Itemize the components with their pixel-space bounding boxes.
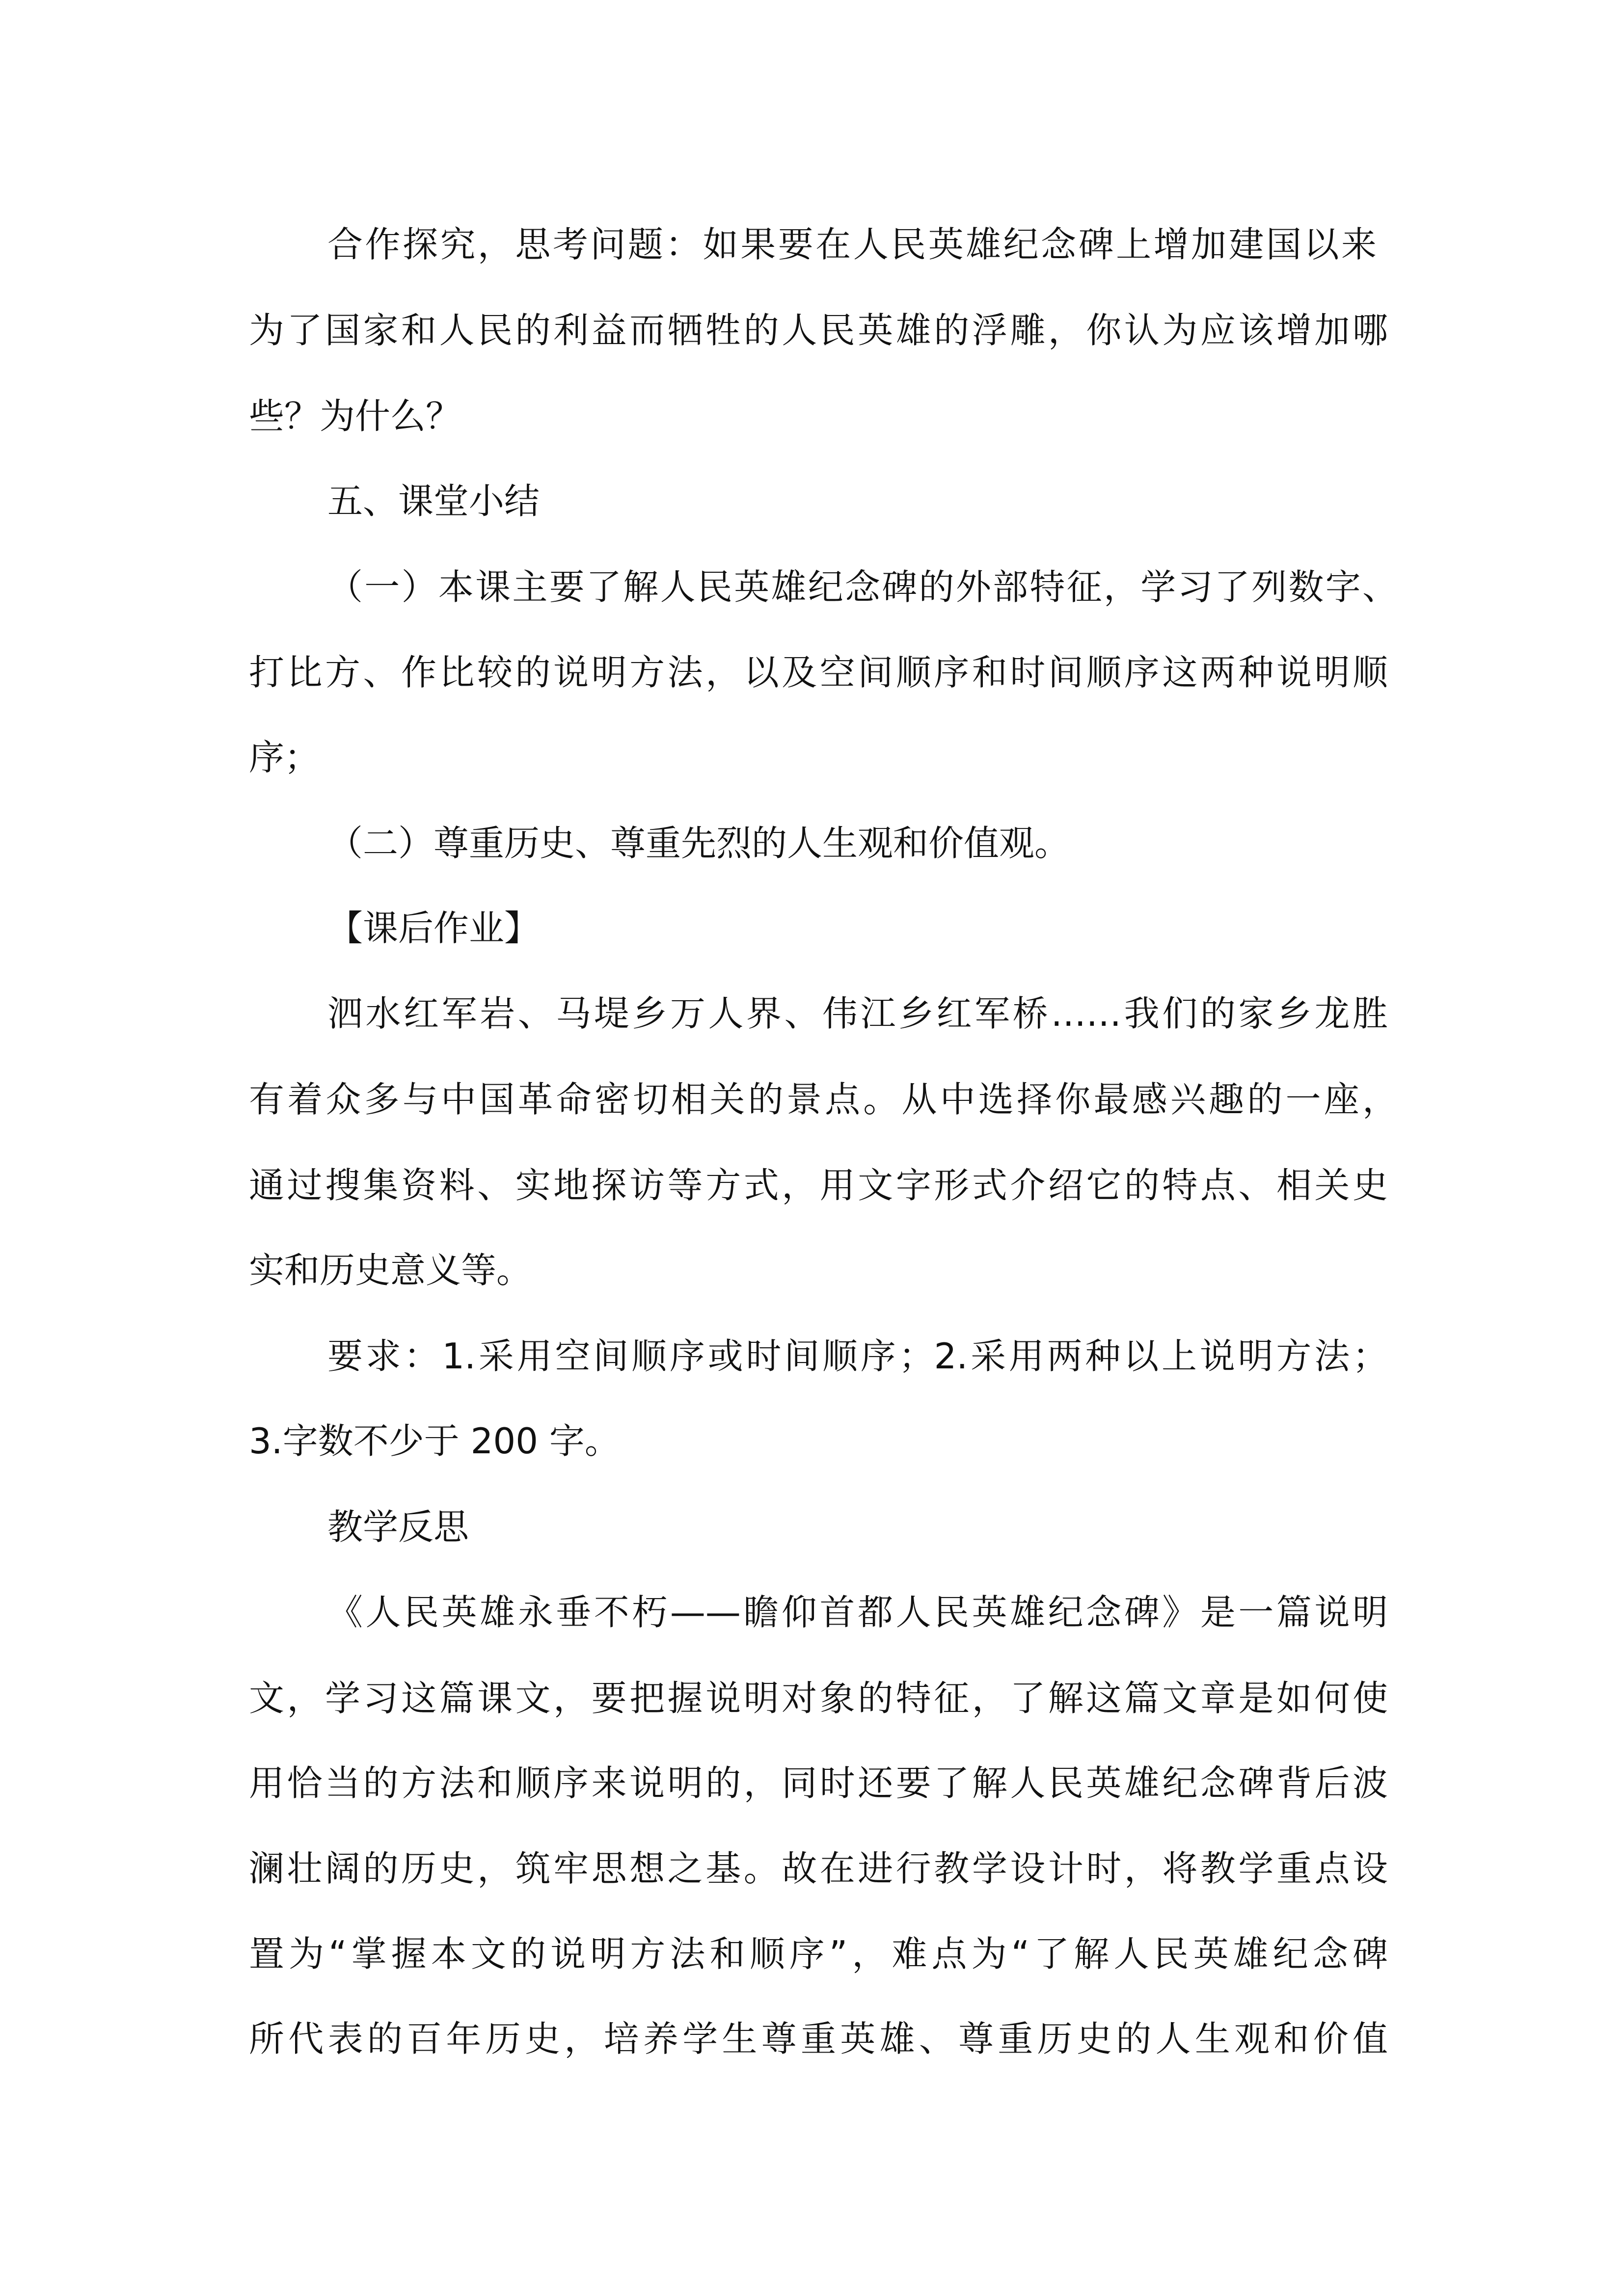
- requirements-paragraph-line-2: 3.字数不少于 200 字。: [249, 1420, 620, 1462]
- reflection-paragraph-line-6: 所代表的百年历史，培养学生尊重英雄、尊重历史的人生观和价值: [249, 2018, 1388, 2059]
- summary-point-2: （二）尊重历史、尊重先烈的人生观和价值观。: [327, 823, 1070, 864]
- homework-paragraph-line-4: 实和历史意义等。: [249, 1250, 532, 1291]
- requirements-paragraph-line-1: 要求：1.采用空间顺序或时间顺序；2.采用两种以上说明方法；: [327, 1335, 1388, 1377]
- homework-heading: 【课后作业】: [327, 908, 540, 949]
- homework-paragraph-line-1: 泗水红军岩、马堤乡万人界、伟江乡红军桥……我们的家乡龙胜: [327, 993, 1388, 1034]
- inquiry-paragraph-line-1: 合作探究，思考问题：如果要在人民英雄纪念碑上增加建国以来: [327, 224, 1377, 265]
- reflection-paragraph-line-2: 文，学习这篇课文，要把握说明对象的特征，了解这篇文章是如何使: [249, 1678, 1388, 1719]
- summary-point-1-line-2: 打比方、作比较的说明方法，以及空间顺序和时间顺序这两种说明顺: [249, 652, 1388, 693]
- reflection-paragraph-line-5: 置为“掌握本文的说明方法和顺序”，难点为“了解人民英雄纪念碑: [249, 1933, 1388, 1975]
- summary-point-1-line-3: 序；: [249, 737, 320, 778]
- homework-paragraph-line-2: 有着众多与中国革命密切相关的景点。从中选择你最感兴趣的一座，: [249, 1079, 1398, 1120]
- reflection-paragraph-line-4: 澜壮阔的历史，筑牢思想之基。故在进行教学设计时，将教学重点设: [249, 1848, 1388, 1889]
- inquiry-paragraph-line-3: 些？为什么？: [249, 396, 461, 437]
- summary-point-1-line-1: （一）本课主要了解人民英雄纪念碑的外部特征，学习了列数字、: [327, 566, 1398, 608]
- reflection-paragraph-line-1: 《人民英雄永垂不朽——瞻仰首都人民英雄纪念碑》是一篇说明: [327, 1592, 1388, 1633]
- reflection-heading: 教学反思: [327, 1506, 469, 1548]
- inquiry-paragraph-line-2: 为了国家和人民的利益而牺牲的人民英雄的浮雕，你认为应该增加哪: [249, 310, 1388, 351]
- homework-paragraph-line-3: 通过搜集资料、实地探访等方式，用文字形式介绍它的特点、相关史: [249, 1165, 1388, 1206]
- reflection-paragraph-line-3: 用恰当的方法和顺序来说明的，同时还要了解人民英雄纪念碑背后波: [249, 1762, 1388, 1804]
- summary-heading: 五、课堂小结: [327, 481, 540, 522]
